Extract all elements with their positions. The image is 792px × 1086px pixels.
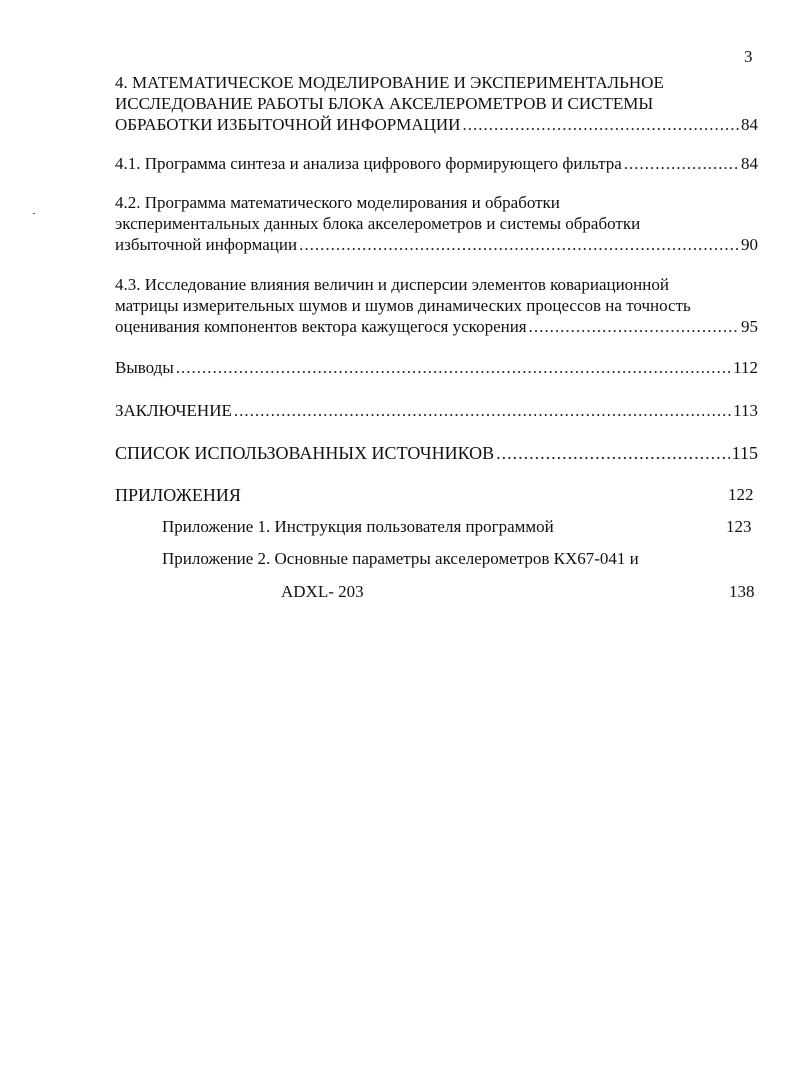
page-ref: 122 [728, 485, 754, 504]
toc-line: экспериментальных данных блока акселерометров и системы обработки [115, 214, 641, 233]
toc-line: Выводы [115, 358, 174, 377]
toc-line: ПРИЛОЖЕНИЯ [115, 485, 241, 505]
page-ref: 84 [741, 154, 758, 173]
toc-line: 4. МАТЕМАТИЧЕСКОЕ МОДЕЛИРОВАНИЕ И ЭКСПЕРИМЕНТАЛЬНОЕ [115, 73, 664, 92]
page-ref: 123 [726, 517, 752, 536]
leader-dots [624, 153, 739, 174]
toc-line: 4.3. Исследование влияния величин и дисперсии элементов ковариационной [115, 275, 669, 294]
toc-line: матрицы измерительных шумов и шумов динамических процессов на точность [115, 296, 691, 315]
toc-entry-section-4-2 [115, 192, 758, 255]
toc-entry-conclusions [115, 357, 758, 378]
toc-line: избыточной информации [115, 235, 298, 254]
toc-entry-sources [115, 443, 758, 464]
page-ref: 115 [731, 443, 758, 463]
toc-entry-appendices [115, 485, 758, 506]
table-of-contents [115, 72, 758, 603]
leader-dots [462, 114, 739, 135]
leader-dots [496, 443, 730, 464]
toc-entry-appendix-2 [115, 549, 758, 570]
page-ref: 112 [733, 358, 758, 377]
toc-line: 4.2. Программа математического моделирования и обработки [115, 193, 560, 212]
page-ref: 84 [741, 115, 758, 134]
toc-line: ЗАКЛЮЧЕНИЕ [115, 401, 232, 420]
toc-entry-final [115, 400, 758, 421]
toc-line: СПИСОК ИСПОЛЬЗОВАННЫХ ИСТОЧНИКОВ [115, 443, 495, 463]
stray-mark [33, 213, 35, 214]
page-ref: 113 [733, 401, 758, 420]
toc-entry-appendix-2-continuation [115, 582, 758, 603]
toc-entry-chapter-4 [115, 72, 758, 135]
toc-line: 4.1. Программа синтеза и анализа цифрового формирующего фильтра [115, 154, 622, 173]
toc-entry-section-4-1 [115, 153, 758, 174]
toc-line: Приложение 2. Основные параметры акселерометров КХ67-041 и [162, 549, 639, 568]
page-number: 3 [744, 47, 753, 66]
page-ref: 90 [741, 235, 758, 254]
toc-entry-appendix-1 [115, 517, 758, 538]
leader-dots [299, 234, 739, 255]
page-ref: 138 [729, 582, 755, 601]
leader-dots [234, 400, 731, 421]
toc-line: оценивания компонентов вектора кажущегося ускорения [115, 317, 527, 336]
leader-dots [529, 316, 739, 337]
toc-entry-section-4-3 [115, 274, 758, 337]
toc-line: ИССЛЕДОВАНИЕ РАБОТЫ БЛОКА АКСЕЛЕРОМЕТРОВ И СИСТЕМЫ [115, 94, 654, 113]
toc-line: ОБРАБОТКИ ИЗБЫТОЧНОЙ ИНФОРМАЦИИ [115, 115, 461, 134]
leader-dots [176, 357, 731, 378]
toc-line: ADXL- 203 [281, 582, 364, 601]
page-ref: 95 [741, 317, 758, 336]
toc-line: Приложение 1. Инструкция пользователя программой [162, 517, 554, 536]
